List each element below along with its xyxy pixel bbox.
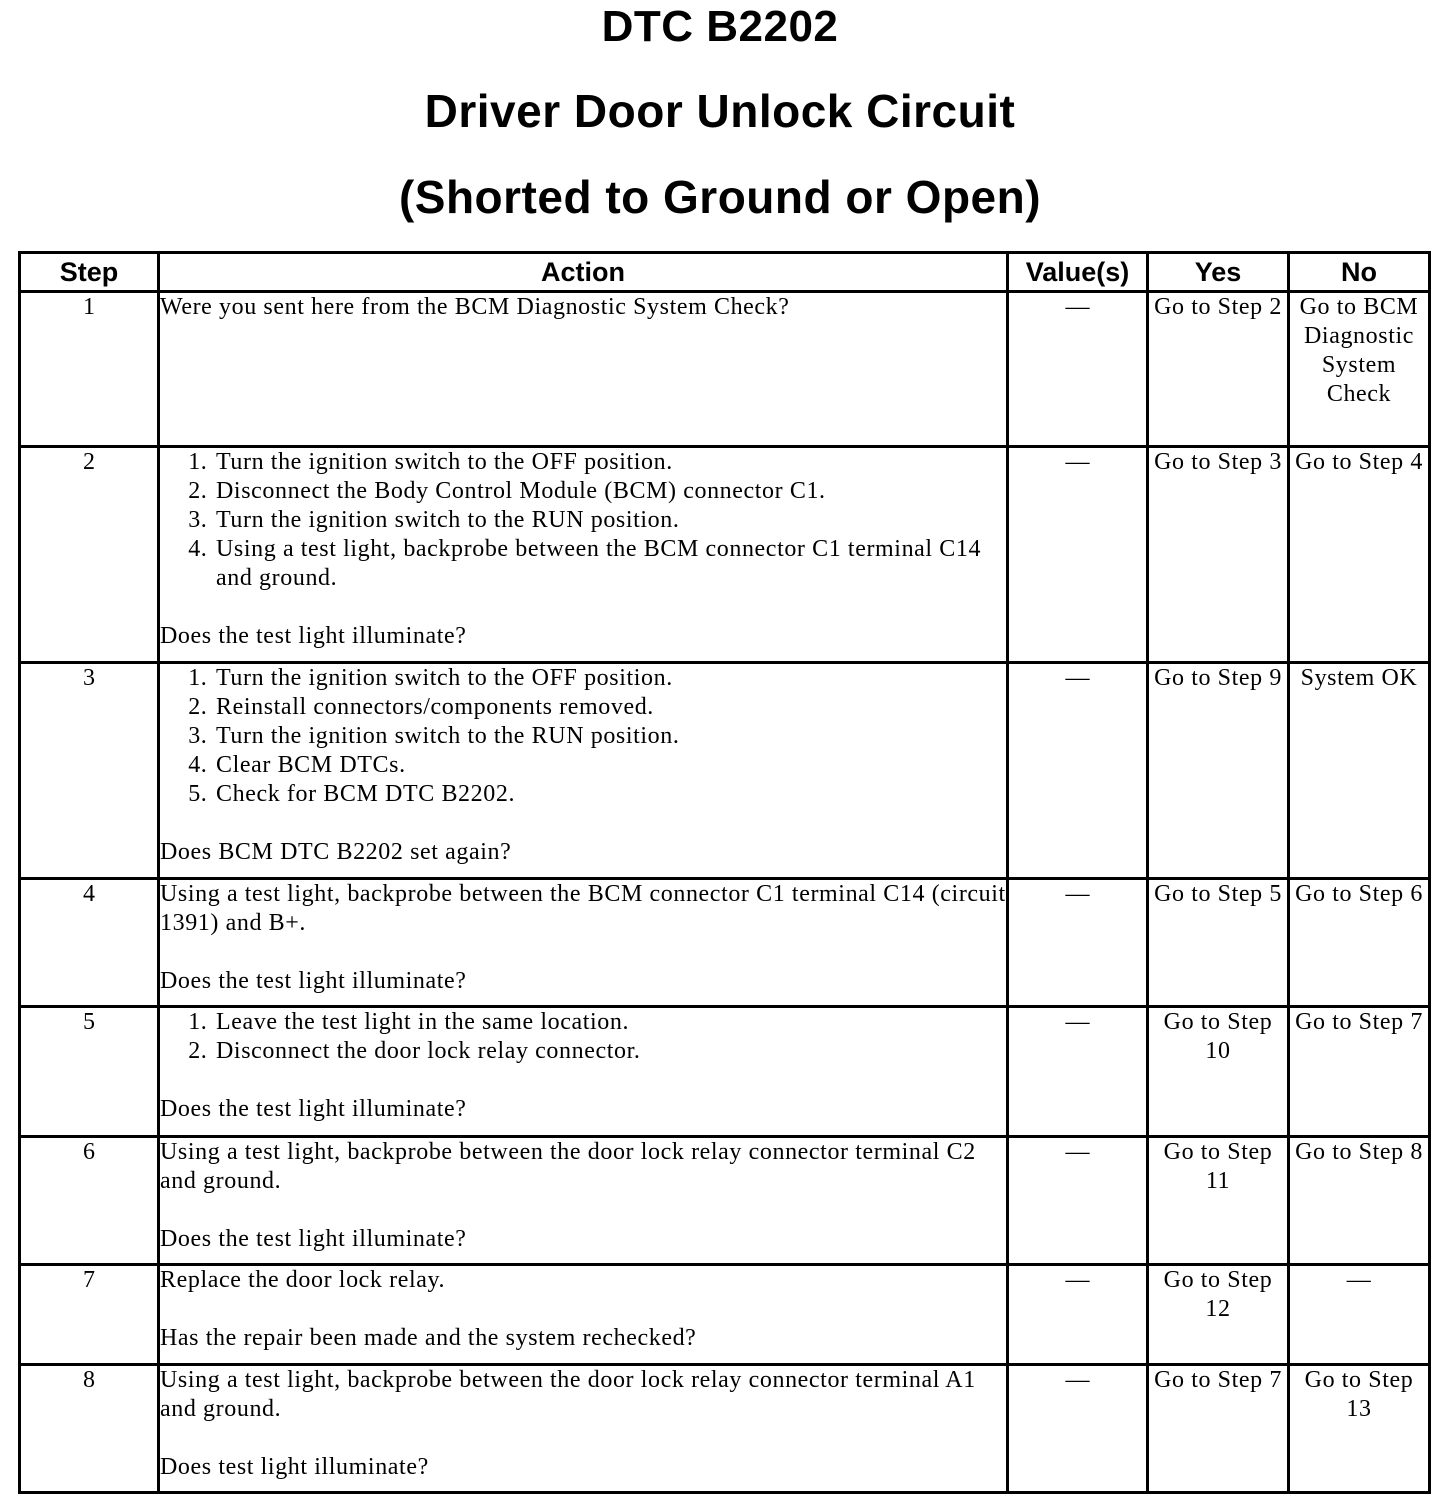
step-number: 6 bbox=[20, 1137, 159, 1265]
condition-subtitle: (Shorted to Ground or Open) bbox=[398, 171, 1042, 223]
table-row bbox=[20, 1137, 1430, 1265]
action-question: Does the test light illuminate? bbox=[160, 968, 467, 994]
table-row bbox=[20, 879, 1430, 1007]
yes-result: Go to Step 11 bbox=[1148, 1137, 1289, 1265]
substep-item: 2. Disconnect the Body Control Module (BCM) connector C1. bbox=[214, 477, 1006, 506]
value-cell: — bbox=[1008, 1365, 1148, 1493]
no-result: Go to BCM Diagnostic System Check bbox=[1289, 292, 1430, 447]
table-row bbox=[20, 1007, 1430, 1137]
substep-item: 3. Turn the ignition switch to the RUN position. bbox=[214, 722, 1006, 751]
substep-list bbox=[160, 448, 1006, 593]
no-result: Go to Step 8 bbox=[1289, 1137, 1430, 1265]
substep-item: 2. Reinstall connectors/components removed. bbox=[214, 693, 1006, 722]
substep-item: 4. Clear BCM DTCs. bbox=[214, 751, 1006, 780]
table-row bbox=[20, 292, 1430, 447]
no-result: Go to Step 7 bbox=[1289, 1007, 1430, 1137]
step-number: 2 bbox=[20, 447, 159, 663]
no-result: Go to Step 13 bbox=[1289, 1365, 1430, 1493]
no-result: Go to Step 6 bbox=[1289, 879, 1430, 1007]
yes-result: Go to Step 5 bbox=[1148, 879, 1289, 1007]
action-question: Does the test light illuminate? bbox=[160, 1226, 467, 1252]
yes-result: Go to Step 10 bbox=[1148, 1007, 1289, 1137]
action-text: Using a test light, backprobe between the BCM connector C1 terminal C14 (circuit 1391) and B+. bbox=[160, 881, 1006, 936]
yes-result: Go to Step 2 bbox=[1148, 292, 1289, 447]
action-question: Does test light illuminate? bbox=[160, 1454, 429, 1480]
step-number: 3 bbox=[20, 663, 159, 879]
substep-item: 4. Using a test light, backprobe between the BCM connector C1 terminal C14 and ground. bbox=[214, 535, 1006, 593]
step-number: 1 bbox=[20, 292, 159, 447]
column-header-values: Value(s) bbox=[1008, 253, 1148, 292]
substep-item: 2. Disconnect the door lock relay connector. bbox=[214, 1037, 1006, 1066]
no-result: — bbox=[1289, 1265, 1430, 1365]
action-cell bbox=[159, 663, 1008, 879]
action-text: Were you sent here from the BCM Diagnostic System Check? bbox=[160, 294, 790, 320]
value-cell: — bbox=[1008, 879, 1148, 1007]
step-number: 7 bbox=[20, 1265, 159, 1365]
step-number: 4 bbox=[20, 879, 159, 1007]
action-question: Does the test light illuminate? bbox=[160, 1096, 467, 1122]
action-cell bbox=[159, 292, 1008, 447]
substep-item: 5. Check for BCM DTC B2202. bbox=[214, 780, 1006, 809]
table-row bbox=[20, 447, 1430, 663]
action-question: Does the test light illuminate? bbox=[160, 623, 467, 649]
table-row bbox=[20, 1265, 1430, 1365]
action-cell bbox=[159, 1137, 1008, 1265]
value-cell: — bbox=[1008, 663, 1148, 879]
column-header-step: Step bbox=[20, 253, 159, 292]
step-number: 5 bbox=[20, 1007, 159, 1137]
column-header-yes: Yes bbox=[1148, 253, 1289, 292]
table-row bbox=[20, 663, 1430, 879]
action-cell bbox=[159, 1265, 1008, 1365]
action-question: Does BCM DTC B2202 set again? bbox=[160, 839, 512, 865]
action-text: Using a test light, backprobe between the door lock relay connector terminal A1 and ground. bbox=[160, 1367, 976, 1422]
circuit-title: Driver Door Unlock Circuit bbox=[424, 85, 1016, 137]
yes-result: Go to Step 9 bbox=[1148, 663, 1289, 879]
yes-result: Go to Step 7 bbox=[1148, 1365, 1289, 1493]
substep-item: 1. Leave the test light in the same location. bbox=[214, 1008, 1006, 1037]
column-header-action: Action bbox=[159, 253, 1008, 292]
action-cell bbox=[159, 447, 1008, 663]
table-header-row bbox=[20, 253, 1430, 292]
action-cell bbox=[159, 879, 1008, 1007]
action-text: Replace the door lock relay. bbox=[160, 1267, 446, 1293]
no-result: Go to Step 4 bbox=[1289, 447, 1430, 663]
substep-list bbox=[160, 1008, 1006, 1066]
action-question: Has the repair been made and the system rechecked? bbox=[160, 1325, 697, 1351]
substep-item: 1. Turn the ignition switch to the OFF position. bbox=[214, 664, 1006, 693]
step-number: 8 bbox=[20, 1365, 159, 1493]
table-body bbox=[20, 292, 1430, 1493]
table-row bbox=[20, 1365, 1430, 1493]
action-text: Using a test light, backprobe between the door lock relay connector terminal C2 and ground. bbox=[160, 1139, 976, 1194]
value-cell: — bbox=[1008, 1137, 1148, 1265]
value-cell: — bbox=[1008, 1007, 1148, 1137]
no-result: System OK bbox=[1289, 663, 1430, 879]
dtc-code-title: DTC B2202 bbox=[601, 2, 839, 51]
substep-item: 3. Turn the ignition switch to the RUN position. bbox=[214, 506, 1006, 535]
substep-list bbox=[160, 664, 1006, 809]
yes-result: Go to Step 3 bbox=[1148, 447, 1289, 663]
value-cell: — bbox=[1008, 447, 1148, 663]
value-cell: — bbox=[1008, 292, 1148, 447]
action-cell bbox=[159, 1365, 1008, 1493]
column-header-no: No bbox=[1289, 253, 1430, 292]
diagnostic-table bbox=[18, 251, 1431, 1494]
action-cell bbox=[159, 1007, 1008, 1137]
value-cell: — bbox=[1008, 1265, 1148, 1365]
substep-item: 1. Turn the ignition switch to the OFF position. bbox=[214, 448, 1006, 477]
yes-result: Go to Step 12 bbox=[1148, 1265, 1289, 1365]
